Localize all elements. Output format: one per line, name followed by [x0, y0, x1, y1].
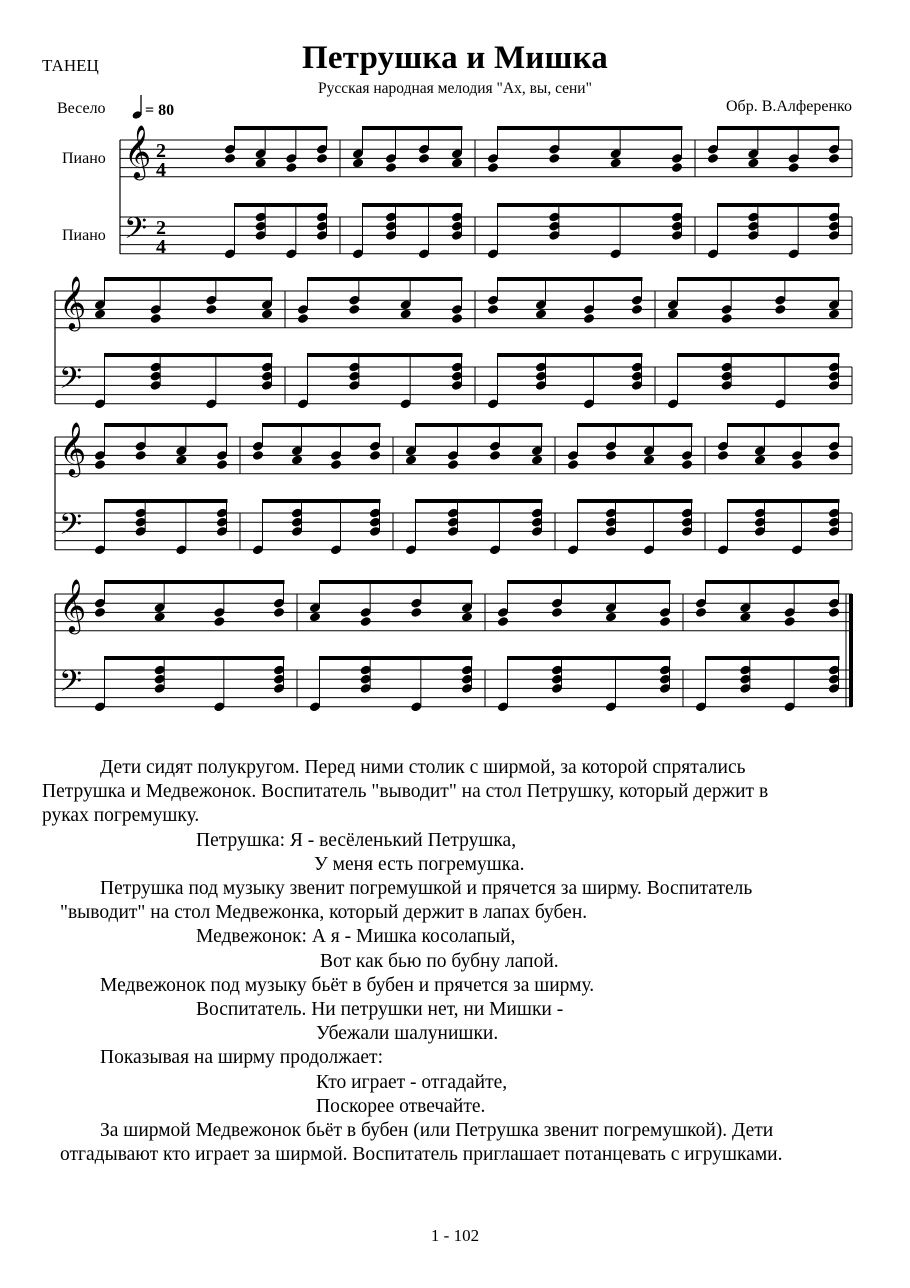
score-system — [120, 124, 852, 260]
text-line: Медвежонок: А я - Мишка косолапый, — [196, 926, 516, 948]
score-system — [55, 578, 853, 713]
bass-notes — [717, 499, 841, 556]
text-line: Медвежонок под музыку бьёт в бубен и прячется за ширму. — [100, 974, 595, 996]
bass-clef-icon: 𝄢 — [59, 362, 83, 403]
text-line: Петрушка под музыку звенит погремушкой и прячется за ширму. Воспитатель — [100, 878, 753, 899]
bass-notes — [567, 499, 694, 556]
instrument-label-bass: Пиано — [62, 227, 106, 244]
text-line: Убежали шалунишки. — [316, 1023, 499, 1045]
text-line: Дети сидят полукругом. Перед ними столик с ширмой, за которой спрятались — [100, 757, 746, 778]
text-line: отгадывают кто играет за ширмой. Воспитатель приглашает потанцевать с игрушками. — [60, 1144, 783, 1166]
treble-clef-icon: 𝄞 — [124, 124, 152, 178]
text-line: Показывая на ширму продолжает: — [100, 1047, 383, 1069]
svg-text:4: 4 — [156, 159, 166, 181]
bass-notes — [352, 203, 464, 260]
text-line: Вот как бью по бубну лапой. — [320, 950, 559, 972]
bass-notes — [405, 499, 544, 556]
bass-notes — [94, 353, 274, 410]
final-barline — [849, 594, 853, 707]
treble-clef-icon: 𝄞 — [59, 421, 87, 475]
bass-staff — [55, 367, 852, 404]
score-system — [55, 275, 852, 410]
bass-notes — [309, 656, 474, 713]
instrument-label-treble: Пиано — [62, 150, 106, 167]
text-line: Петрушка и Медвежонок. Воспитатель "выводит" на стол Петрушку, который держит в — [42, 781, 769, 803]
bass-notes — [707, 203, 841, 260]
bass-notes — [252, 499, 382, 556]
arranger-credit: Обр. В.Алференко — [726, 98, 852, 115]
bass-notes — [497, 656, 672, 713]
bass-staff — [120, 217, 852, 254]
svg-text:4: 4 — [156, 236, 166, 258]
treble-staff — [55, 594, 852, 631]
bass-clef-icon: 𝄢 — [59, 665, 83, 706]
text-line: Поскорее отвечайте. — [316, 1095, 486, 1117]
text-line: У меня есть погремушка. — [314, 853, 525, 875]
treble-clef-icon: 𝄞 — [59, 578, 87, 632]
bass-notes — [297, 353, 464, 410]
bass-clef-icon: 𝄢 — [124, 212, 148, 253]
subtitle: Русская народная мелодия "Ах, вы, сени" — [318, 80, 592, 97]
bass-staff — [55, 670, 852, 707]
treble-staff — [55, 291, 852, 328]
genre-label: ТАНЕЦ — [42, 56, 99, 75]
text-line: руках погремушку. — [42, 805, 200, 827]
text-line: Петрушка: Я - весёленький Петрушка, — [196, 829, 517, 851]
bass-notes — [94, 656, 286, 713]
time-signature: 2 — [156, 217, 166, 239]
text-line: Кто играет - отгадайте, — [316, 1071, 508, 1093]
metronome-value: = 80 — [145, 102, 175, 119]
text-line: Воспитатель. Ни петрушки нет, ни Мишки - — [196, 999, 564, 1020]
bass-notes — [94, 499, 229, 556]
bass-notes — [695, 656, 841, 713]
bass-notes — [487, 353, 644, 410]
text-line: За ширмой Медвежонок бьёт в бубен (или Петрушка звенит погремушкой). Дети — [100, 1120, 774, 1141]
page-number: 1 - 102 — [430, 1226, 480, 1245]
score-system — [55, 421, 852, 556]
page-title: Петрушка и Мишка — [302, 40, 608, 76]
bass-notes — [487, 203, 684, 260]
bass-notes — [667, 353, 841, 410]
text-line: "выводит" на стол Медвежонка, который держит в лапах бубен. — [60, 902, 588, 924]
bass-clef-icon: 𝄢 — [59, 508, 83, 549]
tempo-marking: Весело — [57, 100, 106, 117]
treble-clef-icon: 𝄞 — [59, 275, 87, 329]
bass-notes — [224, 203, 329, 260]
time-signature: 2 — [156, 140, 166, 162]
